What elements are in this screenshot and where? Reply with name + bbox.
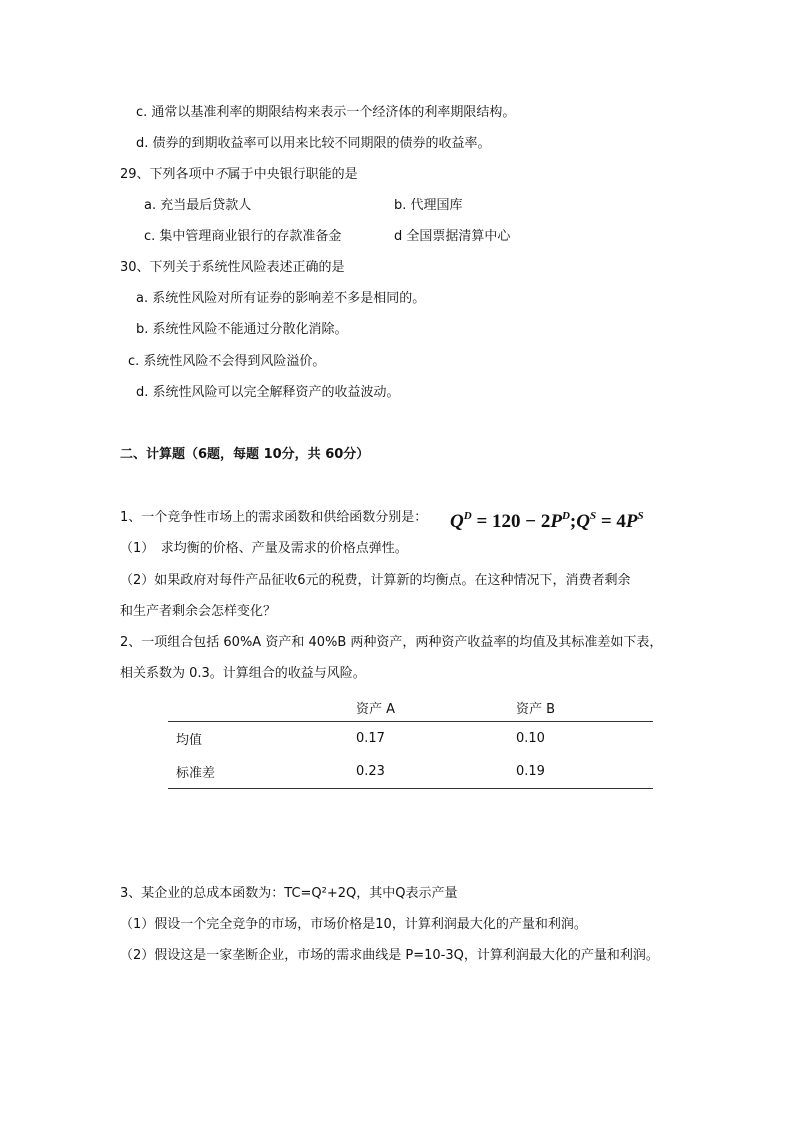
problem1-stem: 1、一个竞争性市场上的需求函数和供给函数分别是： bbox=[120, 510, 428, 525]
q29-option-d: d 全国票据清算中心 bbox=[394, 229, 511, 244]
formula-qs-sup: S bbox=[589, 510, 597, 522]
q28-option-d: d. 债券的到期收益率可以用来比较不同期限的债券的收益率。 bbox=[136, 136, 491, 151]
formula-ps-sup: S bbox=[637, 510, 644, 522]
q29-option-c: c. 集中管理商业银行的存款准备金 bbox=[144, 229, 342, 244]
q29-option-b: b. 代理国库 bbox=[394, 198, 463, 213]
q29-option-a: a. 充当最后贷款人 bbox=[144, 198, 252, 213]
section-heading: 二、计算题（6题，每题 10分，共 60分） bbox=[120, 447, 370, 462]
table-header-cell: 资产 B bbox=[515, 693, 653, 722]
problem2-line1: 2、一项组合包括 60%A 资产和 40%B 两种资产，两种资产收益率的均值及其标准差如下表， bbox=[120, 635, 663, 650]
q29-stem-suffix: 属于中央银行职能的是 bbox=[227, 167, 358, 182]
problem1-sub1: （1） 求均衡的价格、产量及需求的价格点弹性。 bbox=[120, 541, 408, 556]
q29-stem-emphasis: 不 bbox=[214, 167, 228, 182]
formula-pd-sup: D bbox=[561, 510, 570, 522]
table-header-cell bbox=[168, 693, 355, 722]
formula-qd: Q bbox=[450, 511, 464, 532]
table-row bbox=[168, 722, 653, 756]
problem1-sub2-line2: 和生产者剩余会怎样变化？ bbox=[120, 604, 277, 619]
problem3-stem: 3、某企业的总成本函数为：TC=Q²+2Q，其中Q表示产量 bbox=[120, 886, 458, 901]
table-cell: 0.17 bbox=[356, 731, 385, 746]
table-cell: 均值 bbox=[176, 733, 203, 748]
formula-qs: Q bbox=[576, 511, 590, 532]
table-cell: 0.10 bbox=[516, 731, 545, 746]
q30-option-a: a. 系统性风险对所有证券的影响差不多是相同的。 bbox=[136, 291, 426, 306]
table-row bbox=[168, 755, 653, 789]
table-header-row bbox=[168, 693, 653, 722]
q29-stem-prefix: 29、下列各项中 bbox=[120, 167, 215, 182]
table-header-cell: 资产 A bbox=[355, 693, 515, 722]
q30-option-b: b. 系统性风险不能通过分散化消除。 bbox=[136, 322, 348, 337]
q29-stem bbox=[120, 166, 358, 184]
formula-eq1: = 120 − 2 bbox=[471, 511, 551, 532]
problem3-sub1: （1）假设一个完全竞争的市场，市场价格是10，计算利润最大化的产量和利润。 bbox=[120, 917, 587, 932]
problem1-formula bbox=[450, 504, 644, 534]
formula-pd: P bbox=[550, 511, 562, 532]
asset-stats-table bbox=[168, 693, 653, 789]
q30-stem: 30、下列关于系统性风险表述正确的是 bbox=[120, 260, 345, 275]
table-cell: 0.23 bbox=[355, 755, 515, 789]
table-cell: 0.19 bbox=[515, 755, 653, 789]
formula-eq2: = 4 bbox=[596, 511, 626, 532]
formula-ps: P bbox=[625, 511, 638, 532]
formula-sep: ; bbox=[569, 511, 577, 532]
q30-option-d: d. 系统性风险可以完全解释资产的收益波动。 bbox=[136, 385, 400, 400]
q28-option-c: c. 通常以基准利率的期限结构来表示一个经济体的利率期限结构。 bbox=[136, 105, 516, 120]
formula-qd-sup: D bbox=[463, 510, 472, 522]
problem1-sub2-line1: （2）如果政府对每件产品征收6元的税费，计算新的均衡点。在这种情况下，消费者剩余 bbox=[120, 573, 631, 588]
q30-option-c: c. 系统性风险不会得到风险溢价。 bbox=[128, 354, 326, 369]
problem3-sub2: （2）假设这是一家垄断企业，市场的需求曲线是 P=10-3Q，计算利润最大化的产量和利润。 bbox=[120, 948, 659, 963]
table-cell: 标准差 bbox=[168, 755, 355, 789]
problem2-line2: 相关系数为 0.3。计算组合的收益与风险。 bbox=[120, 666, 366, 681]
